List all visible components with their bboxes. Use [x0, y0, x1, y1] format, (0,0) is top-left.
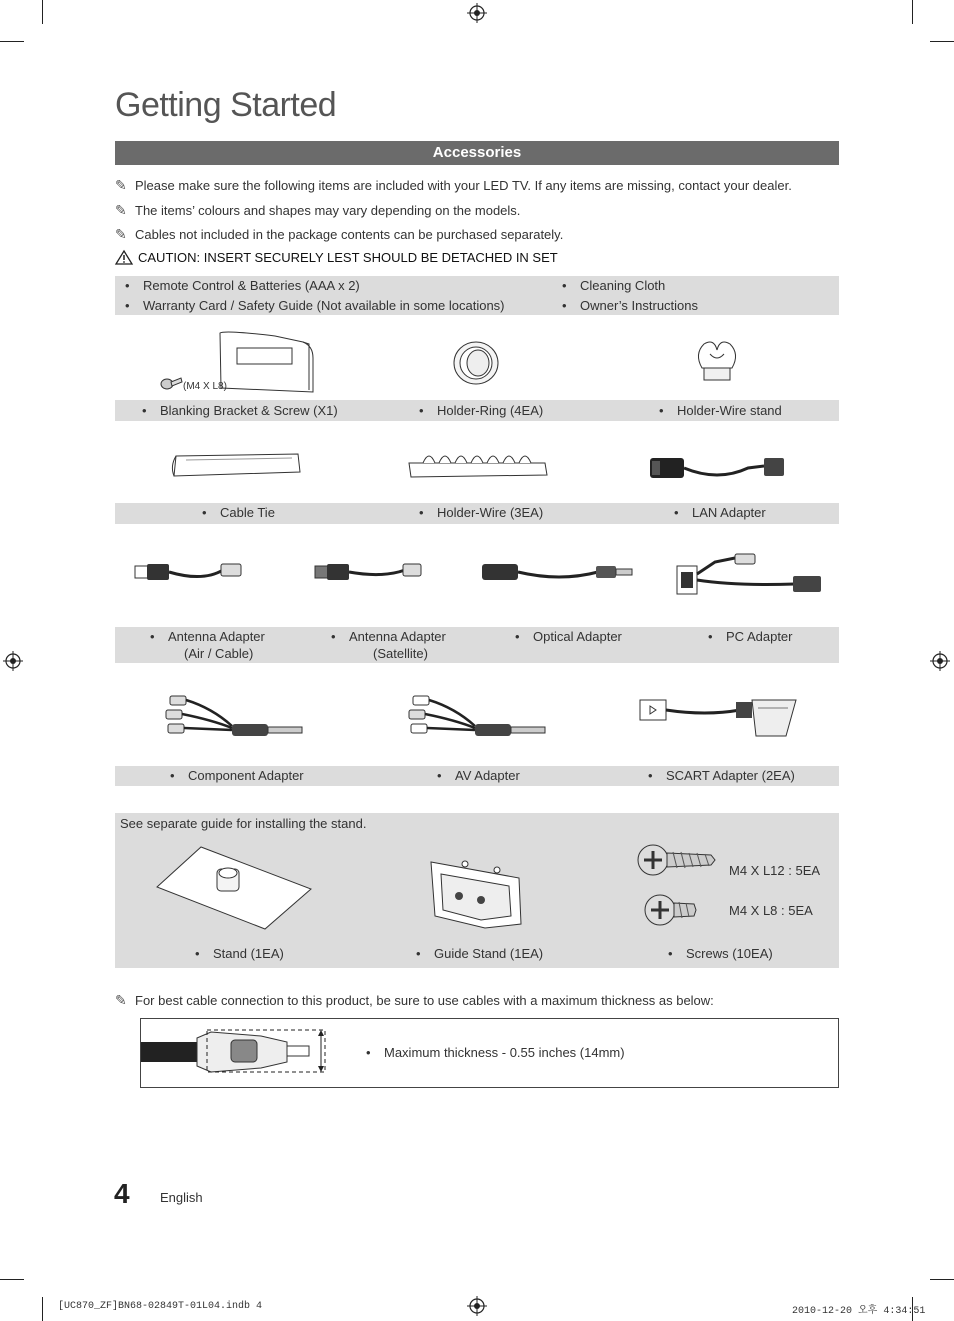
holder-wire-image: [405, 449, 551, 481]
list-item: • Stand (1EA): [195, 946, 284, 961]
list-item: • SCART Adapter (2EA): [648, 768, 795, 783]
caution-line: CAUTION: INSERT SECURELY LEST SHOULD BE DETACHED IN SET: [115, 250, 558, 265]
list-item: • Blanking Bracket & Screw (X1): [142, 403, 338, 418]
list-item: • Cable Tie: [202, 505, 275, 520]
pc-adapter-image: [675, 556, 825, 602]
antenna-adapter-air-image: [133, 558, 245, 586]
screw-l12-icon: [637, 843, 717, 877]
screw-size-label: (M4 X L8): [183, 381, 227, 392]
screw-spec: M4 X L8 : 5EA: [729, 903, 813, 918]
stand-note: See separate guide for installing the stand.: [120, 816, 367, 831]
crop-mark: [42, 1297, 43, 1321]
registration-mark-icon: [467, 3, 487, 23]
language-label: English: [160, 1190, 203, 1205]
screw-spec: M4 X L12 : 5EA: [729, 863, 821, 878]
list-item: • Holder-Wire stand: [659, 403, 782, 418]
registration-mark-icon: [3, 651, 23, 671]
list-item: • Owner’s Instructions: [562, 298, 699, 313]
lan-adapter-image: [648, 452, 788, 484]
note-line: ✎ The items’ colours and shapes may vary depending on the models.: [115, 202, 521, 218]
registration-mark-icon: [930, 651, 950, 671]
holder-wire-stand-image: [692, 336, 742, 386]
pencil-note-icon: ✎: [115, 177, 127, 193]
blanking-bracket-image: [155, 328, 325, 396]
component-adapter-image: [162, 694, 308, 740]
list-item: • Warranty Card / Safety Guide (Not available in some locations): [125, 298, 505, 313]
note-line: ✎ Cables not included in the package contents can be purchased separately.: [115, 226, 564, 242]
av-adapter-image: [405, 694, 551, 740]
pencil-note-icon: ✎: [115, 202, 127, 218]
crop-mark: [0, 1279, 24, 1280]
list-item: • Optical Adapter: [515, 629, 622, 644]
cable-tie-image: [170, 452, 302, 480]
cable-thickness-image: [141, 1028, 331, 1074]
crop-mark: [42, 0, 43, 24]
page-title: Getting Started: [115, 86, 337, 124]
note-line: ✎ For best cable connection to this product, be sure to use cables with a maximum thickness as below:: [115, 992, 714, 1008]
list-item: • Cleaning Cloth: [562, 278, 666, 293]
antenna-adapter-satellite-image: [313, 558, 425, 586]
list-item: • Maximum thickness - 0.55 inches (14mm): [366, 1045, 625, 1060]
guide-stand-image: [425, 852, 525, 932]
print-footer-right: 2010-12-20 오후 4:34:51: [792, 1306, 926, 1317]
registration-mark-icon: [467, 1296, 487, 1316]
list-item: • Screws (10EA): [668, 946, 773, 961]
crop-mark: [0, 41, 24, 42]
list-item: • Remote Control & Batteries (AAA x 2): [125, 278, 360, 293]
list-item: • PC Adapter: [708, 629, 793, 644]
list-item: • Antenna Adapter: [150, 629, 265, 644]
section-header: Accessories: [115, 141, 839, 165]
list-item: • Component Adapter: [170, 768, 304, 783]
crop-mark: [930, 1279, 954, 1280]
print-footer-left: [UC870_ZF]BN68-02849T-01L04.indb 4: [58, 1301, 263, 1312]
warning-triangle-icon: [115, 250, 133, 265]
optical-adapter-image: [480, 558, 636, 586]
note-line: ✎ Please make sure the following items are included with your LED TV. If any items are missing, contact your dealer.: [115, 177, 792, 193]
pencil-note-icon: ✎: [115, 226, 127, 242]
holder-ring-image: [450, 340, 502, 386]
list-item: • Antenna Adapter: [331, 629, 446, 644]
screw-l8-icon: [644, 891, 700, 929]
screw-icon: [161, 378, 182, 389]
scart-adapter-image: [636, 694, 802, 740]
list-item: • Holder-Wire (3EA): [419, 505, 544, 520]
crop-mark: [930, 41, 954, 42]
list-item: • Guide Stand (1EA): [416, 946, 544, 961]
pencil-note-icon: ✎: [115, 992, 127, 1008]
list-item: • AV Adapter: [437, 768, 520, 783]
list-item: • Holder-Ring (4EA): [419, 403, 544, 418]
list-item-sub: (Air / Cable): [184, 646, 254, 661]
page-number: 4: [114, 1178, 130, 1209]
list-item: • LAN Adapter: [674, 505, 766, 520]
crop-mark: [912, 0, 913, 24]
stand-image: [155, 843, 315, 933]
list-item-sub: (Satellite): [373, 646, 428, 661]
